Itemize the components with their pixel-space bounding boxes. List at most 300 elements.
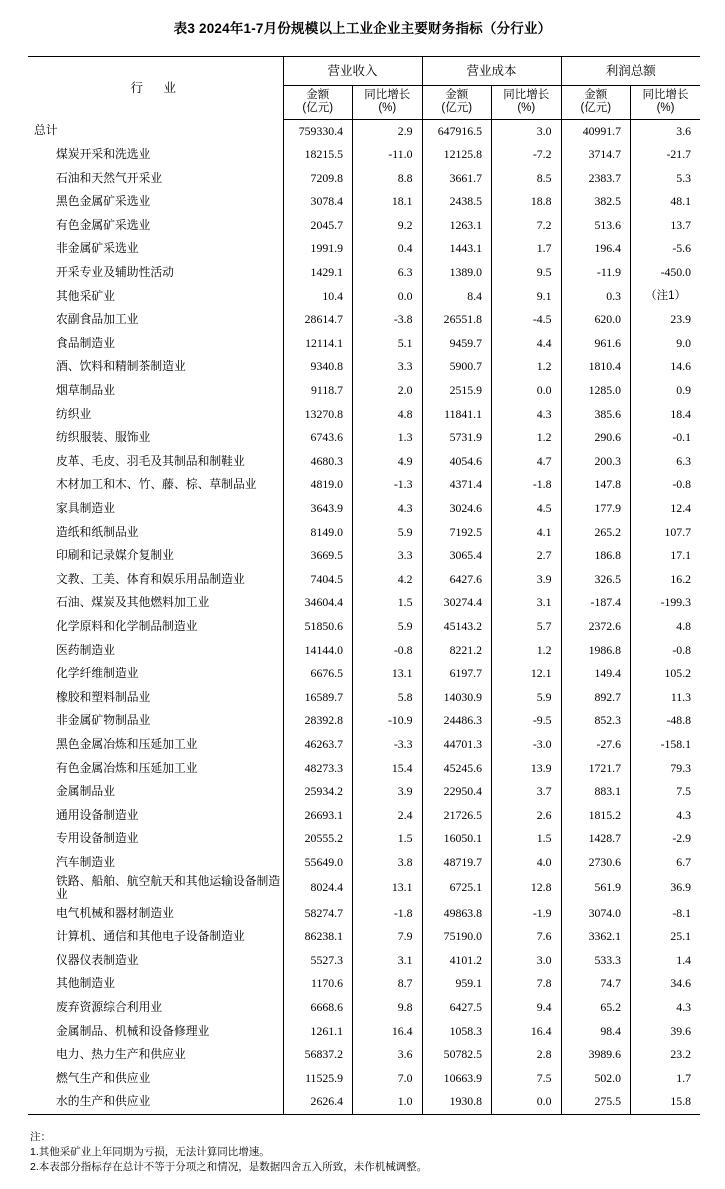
industry-label: 铁路、船舶、航空航天和其他运输设备制造业 bbox=[56, 873, 281, 902]
cell-revenue-growth: 4.9 bbox=[353, 450, 423, 474]
cell-cost-amount: 21726.5 bbox=[422, 804, 492, 828]
cell-industry bbox=[28, 662, 283, 686]
cell-industry bbox=[28, 1067, 283, 1091]
cell-profit-amount: 1721.7 bbox=[561, 757, 631, 781]
cell-revenue-amount: 28392.8 bbox=[283, 709, 353, 733]
cell-profit-growth: 23.2 bbox=[670, 1047, 692, 1062]
industry-label: 黑色金属矿采选业 bbox=[56, 194, 151, 209]
cell-profit-amount: 326.5 bbox=[561, 568, 631, 592]
cell-cost-amount: 6725.1 bbox=[422, 875, 492, 902]
cell-cost-amount: 22950.4 bbox=[422, 780, 492, 804]
cell-cost-growth: 4.5 bbox=[492, 497, 562, 521]
table-body bbox=[28, 119, 700, 1114]
cell-cost-growth: 9.5 bbox=[492, 261, 562, 285]
cell-profit-growth: 18.4 bbox=[670, 406, 692, 421]
cell-revenue-growth: 4.3 bbox=[353, 497, 423, 521]
cell-industry bbox=[28, 733, 283, 757]
cell-profit-growth: 12.4 bbox=[670, 501, 692, 516]
cell-cost-amount: 2515.9 bbox=[422, 379, 492, 403]
industry-label: 金属制品、机械和设备修理业 bbox=[56, 1023, 210, 1038]
cell-revenue-amount: 7404.5 bbox=[283, 568, 353, 592]
table-notes bbox=[30, 1130, 690, 1176]
table-row bbox=[28, 662, 700, 686]
cell-profit-growth: -199.3 bbox=[660, 595, 692, 610]
cell-revenue-growth: 4.8 bbox=[353, 403, 423, 427]
table-row bbox=[28, 332, 700, 356]
cell-profit-growth: 13.7 bbox=[670, 217, 692, 232]
industry-label: 计算机、通信和其他电子设备制造业 bbox=[56, 929, 245, 944]
cell-cost-growth: 3.0 bbox=[492, 949, 562, 973]
cell-revenue-amount: 13270.8 bbox=[283, 403, 353, 427]
cell-revenue-amount: 2626.4 bbox=[283, 1090, 353, 1114]
cell-profit-amount: 2383.7 bbox=[561, 167, 631, 191]
industry-label: 其他制造业 bbox=[56, 976, 115, 991]
cell-cost-growth: 2.8 bbox=[492, 1043, 562, 1067]
cell-cost-growth: 4.7 bbox=[492, 450, 562, 474]
cell-industry bbox=[28, 851, 283, 875]
industry-label: 非金属矿采选业 bbox=[56, 241, 139, 256]
cell-industry bbox=[28, 379, 283, 403]
cell-revenue-amount: 1991.9 bbox=[283, 237, 353, 261]
cell-cost-amount: 12125.8 bbox=[422, 143, 492, 167]
cell-cost-growth: 7.6 bbox=[492, 925, 562, 949]
cell-industry bbox=[28, 214, 283, 238]
cell-industry bbox=[28, 827, 283, 851]
industry-label: 木材加工和木、竹、藤、棕、草制品业 bbox=[56, 477, 257, 492]
cell-revenue-amount: 11525.9 bbox=[283, 1067, 353, 1091]
cell-cost-amount: 44701.3 bbox=[422, 733, 492, 757]
industry-label: 总计 bbox=[34, 123, 58, 138]
cell-profit-growth: 79.3 bbox=[670, 760, 692, 775]
cell-revenue-growth: 0.0 bbox=[353, 285, 423, 309]
table-row bbox=[28, 308, 700, 332]
column-group-cost: 营业成本 bbox=[422, 57, 561, 86]
column-group-profit: 利润总额 bbox=[561, 57, 700, 86]
financial-indicators-table bbox=[28, 56, 700, 1115]
cell-revenue-growth: -1.8 bbox=[353, 902, 423, 926]
industry-label: 印刷和记录媒介复制业 bbox=[56, 548, 174, 563]
cell-revenue-growth: 4.2 bbox=[353, 568, 423, 592]
table-row bbox=[28, 875, 700, 902]
cell-cost-amount: 1930.8 bbox=[422, 1090, 492, 1114]
industry-label: 纺织服装、服饰业 bbox=[56, 430, 151, 445]
cell-profit-amount: 385.6 bbox=[561, 403, 631, 427]
cell-revenue-growth: 9.8 bbox=[353, 996, 423, 1020]
cell-profit-amount: 852.3 bbox=[561, 709, 631, 733]
cell-cost-growth: 9.1 bbox=[492, 285, 562, 309]
cell-revenue-amount: 51850.6 bbox=[283, 615, 353, 639]
cell-profit-amount: 961.6 bbox=[561, 332, 631, 356]
cell-profit-growth: 15.8 bbox=[631, 1090, 701, 1114]
cell-profit-growth: -0.8 bbox=[672, 477, 692, 492]
table-row bbox=[28, 902, 700, 926]
cell-cost-growth: -9.5 bbox=[492, 709, 562, 733]
subheader-line2: (亿元) bbox=[580, 102, 612, 115]
cell-profit-amount: 265.2 bbox=[561, 521, 631, 545]
cell-profit-growth: 48.1 bbox=[670, 194, 692, 209]
cell-profit-amount: 892.7 bbox=[561, 686, 631, 710]
cell-cost-amount: 3661.7 bbox=[422, 167, 492, 191]
table-row bbox=[28, 167, 700, 191]
table-row bbox=[28, 1020, 700, 1044]
cell-revenue-growth: 8.7 bbox=[353, 972, 423, 996]
cell-industry bbox=[28, 925, 283, 949]
industry-label: 非金属矿物制品业 bbox=[56, 713, 151, 728]
cell-cost-amount: 1443.1 bbox=[422, 237, 492, 261]
cell-industry bbox=[28, 308, 283, 332]
cell-profit-growth: 107.7 bbox=[664, 524, 692, 539]
cell-industry bbox=[28, 143, 283, 167]
cell-revenue-amount: 86238.1 bbox=[283, 925, 353, 949]
cell-profit-amount: 3074.0 bbox=[561, 902, 631, 926]
industry-label: 有色金属冶炼和压延加工业 bbox=[56, 760, 198, 775]
industry-label: 专用设备制造业 bbox=[56, 831, 139, 846]
table-row bbox=[28, 426, 700, 450]
cell-cost-amount: 26551.8 bbox=[422, 308, 492, 332]
cell-cost-amount: 1263.1 bbox=[422, 214, 492, 238]
cell-revenue-growth: 2.9 bbox=[353, 119, 423, 143]
subheader-line1: 金额 bbox=[584, 89, 608, 102]
cell-industry bbox=[28, 686, 283, 710]
subheader-line1: 金额 bbox=[306, 89, 330, 102]
cell-cost-growth: 4.4 bbox=[492, 332, 562, 356]
cell-revenue-growth: 1.5 bbox=[353, 827, 423, 851]
note-item-1: 1.其他采矿业上年同期为亏损，无法计算同比增速。 bbox=[30, 1146, 270, 1159]
cell-profit-amount: 186.8 bbox=[561, 544, 631, 568]
table-row bbox=[28, 851, 700, 875]
table-row bbox=[28, 450, 700, 474]
industry-label: 化学原料和化学制品制造业 bbox=[56, 618, 198, 633]
industry-label: 化学纤维制造业 bbox=[56, 666, 139, 681]
industry-label: 烟草制品业 bbox=[56, 383, 115, 398]
cell-cost-growth: 0.0 bbox=[492, 379, 562, 403]
industry-label: 皮革、毛皮、羽毛及其制品和制鞋业 bbox=[56, 453, 245, 468]
cell-revenue-growth: 13.1 bbox=[353, 662, 423, 686]
industry-label: 开采专业及辅助性活动 bbox=[56, 265, 174, 280]
cell-cost-growth: 5.7 bbox=[492, 615, 562, 639]
table-row bbox=[28, 355, 700, 379]
cell-profit-growth: -21.7 bbox=[666, 147, 692, 162]
cell-profit-amount: 3714.7 bbox=[561, 143, 631, 167]
cell-cost-amount: 24486.3 bbox=[422, 709, 492, 733]
notes-heading: 注： bbox=[30, 1131, 51, 1143]
cell-profit-amount: 0.3 bbox=[561, 285, 631, 309]
table-row bbox=[28, 544, 700, 568]
cell-industry bbox=[28, 544, 283, 568]
cell-cost-amount: 6197.7 bbox=[422, 662, 492, 686]
column-header-revenue-growth bbox=[353, 86, 423, 119]
cell-profit-amount: 1810.4 bbox=[561, 355, 631, 379]
table-row bbox=[28, 285, 700, 309]
cell-profit-growth: -48.8 bbox=[666, 713, 692, 728]
cell-cost-amount: 4101.2 bbox=[422, 949, 492, 973]
industry-label: 电气机械和器材制造业 bbox=[56, 905, 174, 920]
table-row bbox=[28, 1043, 700, 1067]
cell-cost-amount: 45143.2 bbox=[422, 615, 492, 639]
cell-cost-growth: 12.8 bbox=[492, 875, 562, 902]
cell-revenue-amount: 58274.7 bbox=[283, 902, 353, 926]
cell-profit-amount: 3362.1 bbox=[561, 925, 631, 949]
cell-revenue-growth: 3.9 bbox=[353, 780, 423, 804]
cell-industry bbox=[28, 285, 283, 309]
table-row bbox=[28, 780, 700, 804]
cell-cost-growth: -7.2 bbox=[492, 143, 562, 167]
cell-revenue-amount: 9340.8 bbox=[283, 355, 353, 379]
cell-cost-growth: 3.1 bbox=[492, 591, 562, 615]
subheader-line2: (%) bbox=[656, 102, 675, 115]
cell-cost-growth: 8.5 bbox=[492, 167, 562, 191]
cell-industry bbox=[28, 332, 283, 356]
cell-cost-growth: -1.9 bbox=[492, 902, 562, 926]
cell-revenue-amount: 2045.7 bbox=[283, 214, 353, 238]
table-row bbox=[28, 804, 700, 828]
cell-cost-growth: 3.7 bbox=[492, 780, 562, 804]
cell-revenue-growth: 2.0 bbox=[353, 379, 423, 403]
cell-profit-growth: 1.7 bbox=[676, 1070, 692, 1085]
cell-revenue-amount: 7209.8 bbox=[283, 167, 353, 191]
cell-revenue-growth: 2.4 bbox=[353, 804, 423, 828]
cell-revenue-growth: 1.5 bbox=[353, 591, 423, 615]
industry-label: 有色金属矿采选业 bbox=[56, 217, 151, 232]
cell-cost-amount: 49863.8 bbox=[422, 902, 492, 926]
subheader-line2: (%) bbox=[517, 102, 536, 115]
cell-profit-amount: 513.6 bbox=[561, 214, 631, 238]
cell-cost-growth: -3.0 bbox=[492, 733, 562, 757]
cell-profit-growth: 105.2 bbox=[664, 666, 692, 681]
cell-cost-growth: 1.2 bbox=[492, 355, 562, 379]
subheader-line2: (%) bbox=[378, 102, 397, 115]
cell-revenue-growth: 3.3 bbox=[353, 544, 423, 568]
subheader-line1: 同比增长 bbox=[642, 89, 689, 102]
cell-industry bbox=[28, 403, 283, 427]
cell-profit-amount: -11.9 bbox=[561, 261, 631, 285]
cell-industry bbox=[28, 902, 283, 926]
cell-cost-growth: 2.6 bbox=[492, 804, 562, 828]
cell-revenue-growth: 13.1 bbox=[353, 875, 423, 902]
cell-profit-growth: 7.5 bbox=[676, 784, 692, 799]
cell-industry bbox=[28, 568, 283, 592]
cell-profit-amount: 290.6 bbox=[561, 426, 631, 450]
cell-revenue-amount: 4819.0 bbox=[283, 473, 353, 497]
cell-revenue-growth: 3.3 bbox=[353, 355, 423, 379]
cell-revenue-growth: -0.8 bbox=[353, 639, 423, 663]
cell-cost-growth: -1.8 bbox=[492, 473, 562, 497]
cell-cost-growth: 1.5 bbox=[492, 827, 562, 851]
table-header bbox=[28, 57, 700, 120]
industry-label: 纺织业 bbox=[56, 406, 92, 421]
subheader-line2: (亿元) bbox=[441, 102, 473, 115]
cell-industry bbox=[28, 615, 283, 639]
table-row bbox=[28, 214, 700, 238]
cell-revenue-growth: 7.0 bbox=[353, 1067, 423, 1091]
table-row bbox=[28, 591, 700, 615]
cell-industry bbox=[28, 780, 283, 804]
subheader-line1: 金额 bbox=[445, 89, 469, 102]
cell-cost-amount: 8.4 bbox=[422, 285, 492, 309]
cell-profit-growth: 9.0 bbox=[676, 335, 692, 350]
table-row bbox=[28, 568, 700, 592]
cell-cost-amount: 14030.9 bbox=[422, 686, 492, 710]
column-header-cost-growth bbox=[492, 86, 562, 119]
cell-profit-growth: 14.6 bbox=[670, 359, 692, 374]
cell-cost-amount: 2438.5 bbox=[422, 190, 492, 214]
industry-label: 煤炭开采和洗选业 bbox=[56, 147, 151, 162]
cell-industry bbox=[28, 167, 283, 191]
cell-profit-amount: 149.4 bbox=[561, 662, 631, 686]
cell-revenue-growth: 1.0 bbox=[353, 1090, 423, 1114]
cell-revenue-amount: 6668.6 bbox=[283, 996, 353, 1020]
cell-cost-amount: 6427.5 bbox=[422, 996, 492, 1020]
column-header-industry: 行 业 bbox=[28, 57, 283, 120]
cell-industry bbox=[28, 426, 283, 450]
cell-profit-growth: 1.4 bbox=[676, 952, 692, 967]
cell-profit-growth: 25.1 bbox=[670, 929, 692, 944]
cell-profit-growth: 6.3 bbox=[676, 453, 692, 468]
cell-profit-amount: 1815.2 bbox=[561, 804, 631, 828]
cell-profit-growth: 4.3 bbox=[676, 807, 692, 822]
industry-label: 仪器仪表制造业 bbox=[56, 952, 139, 967]
cell-revenue-growth: 18.1 bbox=[353, 190, 423, 214]
cell-profit-amount: 177.9 bbox=[561, 497, 631, 521]
cell-profit-growth: 4.8 bbox=[676, 618, 692, 633]
cell-cost-amount: 4371.4 bbox=[422, 473, 492, 497]
cell-cost-growth: 7.8 bbox=[492, 972, 562, 996]
cell-revenue-amount: 56837.2 bbox=[283, 1043, 353, 1067]
cell-profit-amount: 382.5 bbox=[561, 190, 631, 214]
cell-cost-amount: 6427.6 bbox=[422, 568, 492, 592]
cell-cost-growth: 4.1 bbox=[492, 521, 562, 545]
cell-cost-amount: 11841.1 bbox=[422, 403, 492, 427]
cell-cost-growth: 2.7 bbox=[492, 544, 562, 568]
cell-profit-amount: 40991.7 bbox=[561, 119, 631, 143]
cell-profit-amount: 74.7 bbox=[561, 972, 631, 996]
cell-profit-growth: -450.0 bbox=[660, 265, 692, 280]
cell-cost-amount: 5900.7 bbox=[422, 355, 492, 379]
financial-indicators-table-container bbox=[28, 56, 700, 1115]
table-row bbox=[28, 996, 700, 1020]
note-item-2: 2.本表部分指标存在总计不等于分项之和情况，是数据四舍五入所致，未作机械调整。 bbox=[30, 1161, 428, 1174]
cell-revenue-growth: -11.0 bbox=[353, 143, 423, 167]
cell-profit-growth: 5.3 bbox=[676, 170, 692, 185]
cell-profit-amount: 65.2 bbox=[561, 996, 631, 1020]
cell-industry bbox=[28, 996, 283, 1020]
industry-label: 其他采矿业 bbox=[56, 288, 115, 303]
subheader-line1: 同比增长 bbox=[364, 89, 411, 102]
cell-cost-growth: 18.8 bbox=[492, 190, 562, 214]
cell-profit-growth: -8.1 bbox=[672, 905, 692, 920]
cell-revenue-amount: 48273.3 bbox=[283, 757, 353, 781]
cell-profit-amount: 502.0 bbox=[561, 1067, 631, 1091]
cell-revenue-growth: 0.4 bbox=[353, 237, 423, 261]
table-row bbox=[28, 497, 700, 521]
table-row bbox=[28, 521, 700, 545]
cell-revenue-amount: 4680.3 bbox=[283, 450, 353, 474]
header-group-row bbox=[28, 57, 700, 86]
cell-cost-growth: 7.5 bbox=[492, 1067, 562, 1091]
cell-cost-amount: 50782.5 bbox=[422, 1043, 492, 1067]
column-header-profit-amount bbox=[561, 86, 631, 119]
industry-label: 燃气生产和供应业 bbox=[56, 1070, 151, 1085]
cell-profit-growth: -5.6 bbox=[672, 241, 692, 256]
industry-label: 造纸和纸制品业 bbox=[56, 524, 139, 539]
cell-cost-amount: 30274.4 bbox=[422, 591, 492, 615]
cell-profit-growth: -0.1 bbox=[672, 430, 692, 445]
cell-revenue-amount: 14144.0 bbox=[283, 639, 353, 663]
cell-cost-growth: 3.0 bbox=[492, 119, 562, 143]
cell-revenue-amount: 1170.6 bbox=[283, 972, 353, 996]
cell-revenue-amount: 28614.7 bbox=[283, 308, 353, 332]
cell-profit-growth: 39.6 bbox=[670, 1023, 692, 1038]
cell-industry bbox=[28, 949, 283, 973]
industry-label: 石油、煤炭及其他燃料加工业 bbox=[56, 595, 210, 610]
table-row bbox=[28, 615, 700, 639]
cell-cost-growth: 7.2 bbox=[492, 214, 562, 238]
cell-revenue-growth: 3.1 bbox=[353, 949, 423, 973]
cell-revenue-amount: 5527.3 bbox=[283, 949, 353, 973]
industry-label: 橡胶和塑料制品业 bbox=[56, 689, 151, 704]
cell-revenue-growth: -1.3 bbox=[353, 473, 423, 497]
cell-cost-amount: 1058.3 bbox=[422, 1020, 492, 1044]
subheader-line2: (亿元) bbox=[302, 102, 334, 115]
table-row bbox=[28, 686, 700, 710]
industry-label: 电力、热力生产和供应业 bbox=[56, 1047, 186, 1062]
cell-cost-growth: 12.1 bbox=[492, 662, 562, 686]
cell-revenue-amount: 46263.7 bbox=[283, 733, 353, 757]
cell-revenue-growth: 1.3 bbox=[353, 426, 423, 450]
industry-label: 金属制品业 bbox=[56, 784, 115, 799]
cell-industry bbox=[28, 237, 283, 261]
cell-industry bbox=[28, 757, 283, 781]
cell-industry bbox=[28, 804, 283, 828]
column-group-revenue: 营业收入 bbox=[283, 57, 422, 86]
industry-label: 农副食品加工业 bbox=[56, 312, 139, 327]
cell-revenue-amount: 26693.1 bbox=[283, 804, 353, 828]
cell-profit-amount: 200.3 bbox=[561, 450, 631, 474]
industry-label: 水的生产和供应业 bbox=[56, 1094, 151, 1109]
table-row bbox=[28, 119, 700, 143]
cell-revenue-amount: 1261.1 bbox=[283, 1020, 353, 1044]
cell-industry bbox=[28, 450, 283, 474]
cell-profit-growth: 3.6 bbox=[676, 123, 692, 138]
table-row bbox=[28, 827, 700, 851]
cell-revenue-growth: 5.1 bbox=[353, 332, 423, 356]
cell-cost-growth: 13.9 bbox=[492, 757, 562, 781]
cell-industry bbox=[28, 709, 283, 733]
cell-cost-amount: 5731.9 bbox=[422, 426, 492, 450]
cell-revenue-growth: 6.3 bbox=[353, 261, 423, 285]
cell-revenue-amount: 10.4 bbox=[283, 285, 353, 309]
cell-cost-amount: 45245.6 bbox=[422, 757, 492, 781]
cell-revenue-amount: 20555.2 bbox=[283, 827, 353, 851]
table-row bbox=[28, 403, 700, 427]
table-row bbox=[28, 709, 700, 733]
cell-revenue-amount: 759330.4 bbox=[283, 119, 353, 143]
cell-industry bbox=[28, 119, 283, 143]
cell-cost-amount: 1389.0 bbox=[422, 261, 492, 285]
cell-profit-growth: 11.3 bbox=[670, 689, 692, 704]
cell-revenue-amount: 12114.1 bbox=[283, 332, 353, 356]
cell-revenue-amount: 6676.5 bbox=[283, 662, 353, 686]
cell-profit-growth: -158.1 bbox=[660, 736, 692, 751]
cell-industry bbox=[28, 521, 283, 545]
cell-profit-growth: -2.9 bbox=[672, 831, 692, 846]
cell-cost-amount: 3024.6 bbox=[422, 497, 492, 521]
table-row bbox=[28, 143, 700, 167]
industry-label: 废弃资源综合利用业 bbox=[56, 1000, 163, 1015]
cell-profit-growth: 34.6 bbox=[670, 976, 692, 991]
cell-profit-amount: 2730.6 bbox=[561, 851, 631, 875]
page-title: 表3 2024年1-7月份规模以上工业企业主要财务指标（分行业） bbox=[173, 21, 552, 36]
